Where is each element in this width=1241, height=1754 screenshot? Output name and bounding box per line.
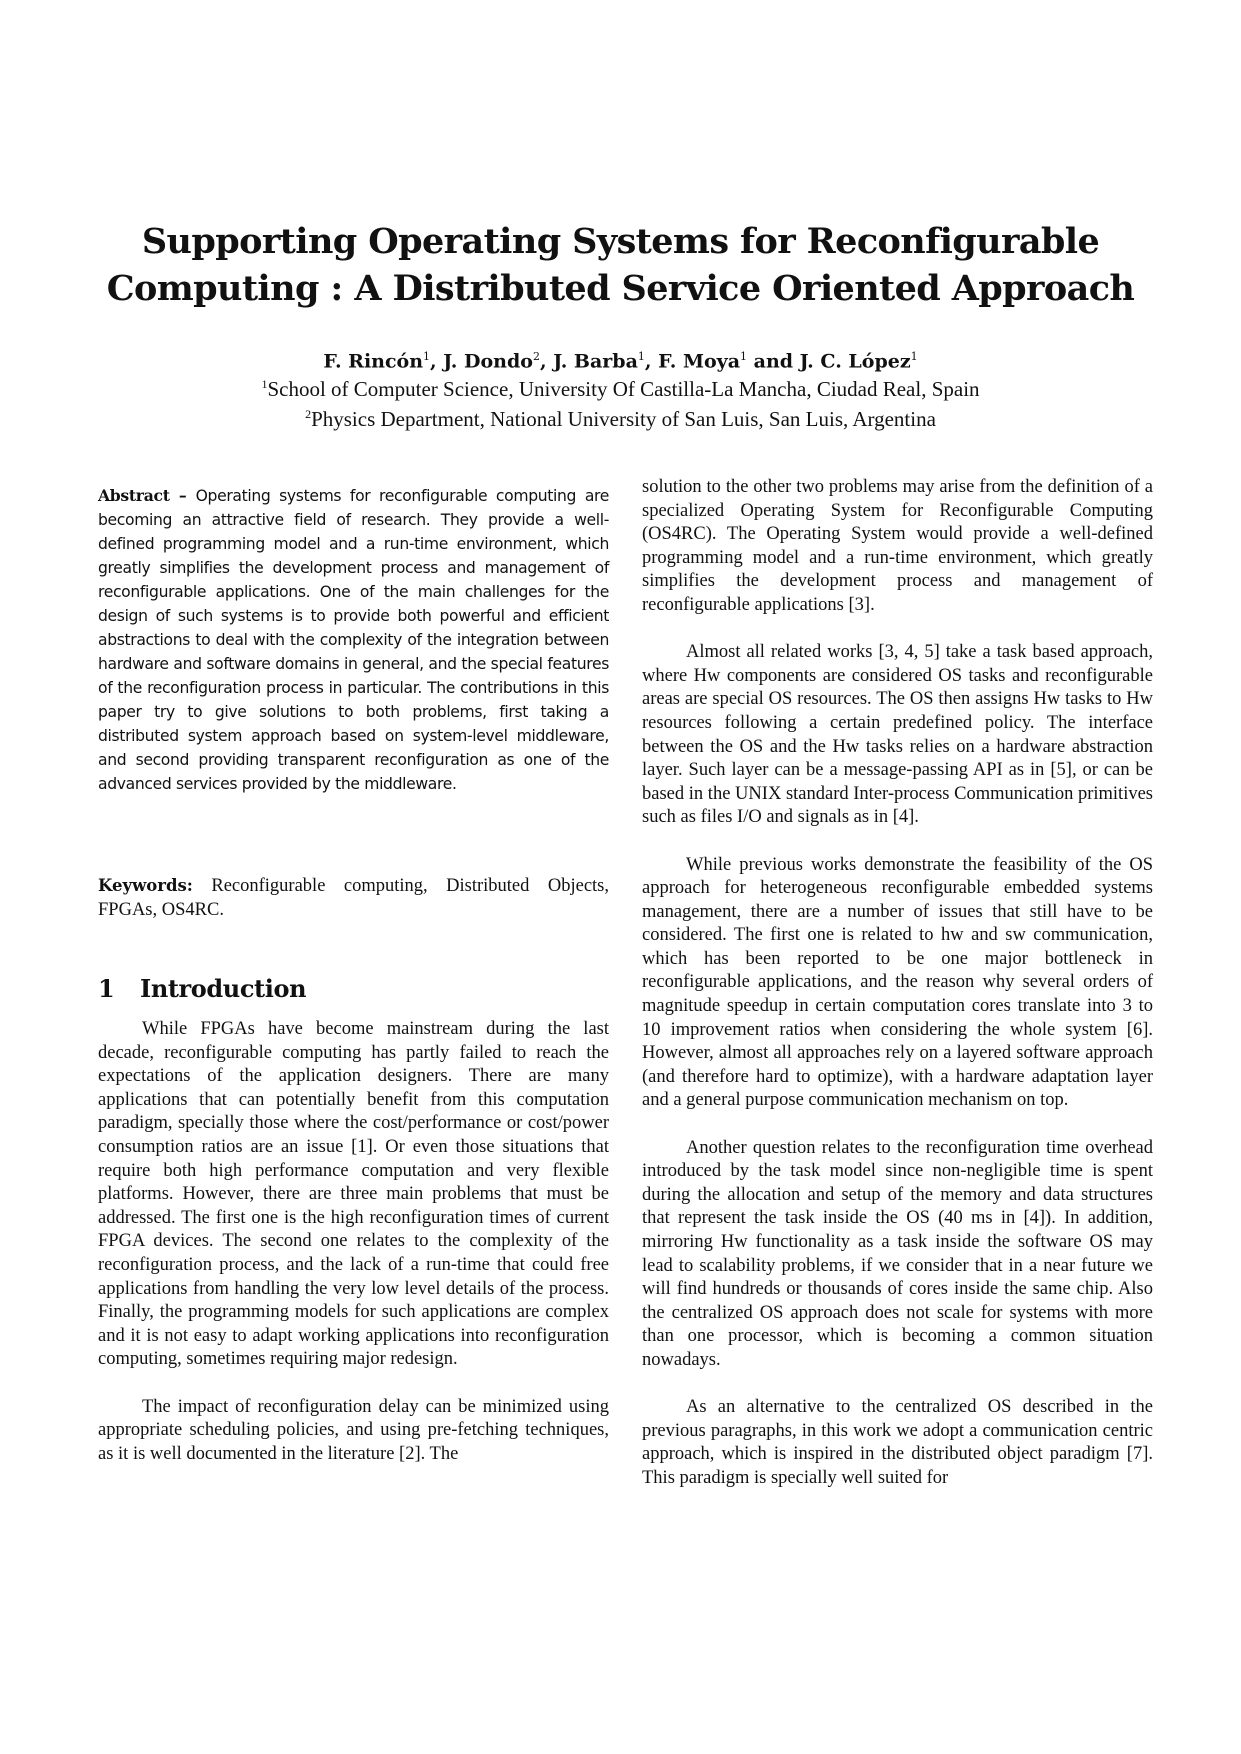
section-number: 1 [98,974,115,1003]
author-name: J. Dondo [443,350,533,373]
title-line-1: Supporting Operating Systems for Reconfigurable [141,221,1100,262]
abstract-text: Operating systems for reconfigurable computing are becoming an attractive field of research. They provide a well-defined programming model and a run-time environment, which greatly simplifies the development process and management of reconfigurable applications. One of the main challenges for the design of such systems is to provide both powerful and efficient abstractions to deal with the complexity of the integration between hardware and software domains in general, and the special features of the reconfiguration process in particular. The contributions in this paper try to give solutions to both problems, first taking a distributed system approach based on system-level middleware, and second providing transparent reconfiguration as one of the advanced services provided by the middleware. [98,487,609,793]
paper-title [100,218,1141,312]
author-affiliation-mark: 1 [740,350,748,363]
body-paragraph: Another question relates to the reconfiguration time overhead introduced by the task model since non-negligible time is spent during the allocation and setup of the memory and data structures that represent the task inside the OS (40 ms in [4]). In addition, mirroring Hw functionality as a task inside the software OS may lead to scalability problems, if we consider that in a near future we will find hundreds or thousands of cores inside the same chip. Also the centralized OS approach does not scale for systems with more than one processor, which is becoming a common situation nowadays. [642,1137,1153,1370]
keywords [98,874,609,922]
body-paragraph: As an alternative to the centralized OS described in the previous paragraphs, in this work we adopt a communication centric approach, which is inspired in the distributed object paradigm [7]. This paradigm is specially well suited for [642,1397,1153,1488]
affiliation-list [100,372,1141,432]
affiliation-mark: 1 [261,377,268,391]
author-name: F. Moya [658,350,741,373]
author-list [100,345,1141,373]
author-name: J. Barba [553,350,638,373]
left-column [98,484,609,1466]
title-line-2: Computing : A Distributed Service Oriented Approach [106,268,1135,309]
affiliation-text: Physics Department, National University of San Luis, San Luis, Argentina [311,407,936,431]
body-paragraph: The impact of reconfiguration delay can be minimized using appropriate scheduling policies, and using pre-fetching techniques, as it is well documented in the literature [2]. The [98,1396,609,1464]
body-paragraph-continued: solution to the other two problems may arise from the definition of a specialized Operating System for Reconfigurable Computing (OS4RC). The Operating System would provide a well-defined programming model and a run-time environment, which greatly simplifies the development process and management of reconfigurable applications [3]. [642,477,1153,615]
affiliation-2 [100,402,1141,432]
author-affiliation-mark: 1 [423,350,431,363]
affiliation-text: School of Computer Science, University Of Castilla-La Mancha, Ciudad Real, Spain [267,377,980,401]
author-separator: , [644,350,659,373]
abstract [98,484,609,796]
author-separator: , [430,350,444,373]
author-separator: , [539,350,554,373]
section-title: Introduction [140,974,307,1003]
abstract-label: Abstract – [98,486,196,505]
keywords-label: Keywords: [98,876,193,895]
body-paragraph: While FPGAs have become mainstream during the last decade, reconfigurable computing has partly failed to reach the expectations of the application designers. There are many applications that can potentially benefit from this computation paradigm, specially those where the cost/performance or cost/power consumption ratios are an issue [1]. Or even those situations that require both high performance computation and very flexible platforms. However, there are three main problems that must be addressed. The first one is the high reconfiguration times of current FPGA devices. The second one relates to the complexity of the reconfiguration process, and the lack of a run-time that could free applications from handling the very low level details of the process. Finally, the programming models for such applications are complex and it is not easy to adapt working applications into reconfiguration computing, sometimes requiring major redesign. [98,1019,609,1370]
author-separator: and [747,350,800,373]
right-column [642,476,1153,1491]
body-paragraph: Almost all related works [3, 4, 5] take a task based approach, where Hw components are considered OS tasks and reconfigurable areas are special OS resources. The OS then assigns Hw tasks to Hw resources following a certain predefined policy. The interface between the OS and the Hw tasks relies on a hardware abstraction layer. Such layer can be a message-passing API as in [5], or can be based in the UNIX standard Inter-process Communication primitives such as files I/O and signals as in [4]. [642,642,1153,828]
section-heading [98,974,609,1004]
keywords-text: Reconfigurable computing, Distributed Objects, FPGAs, OS4RC. [98,876,609,920]
author-name: F. Rincón [323,350,424,373]
affiliation-1 [100,372,1141,402]
affiliation-mark: 2 [305,407,312,421]
author-affiliation-mark: 1 [637,350,645,363]
author-name: J. C. López [799,350,911,373]
author-affiliation-mark: 1 [910,350,918,363]
body-paragraph: While previous works demonstrate the feasibility of the OS approach for heterogeneous reconfigurable embedded systems management, there are a number of issues that still have to be considered. The first one is related to hw and sw communication, which has been reported to be one major bottleneck in reconfigurable applications, and the reason why several orders of magnitude speedup in certain computation cores translate into 3 to 10 improvement ratios when considering the whole system [6]. However, almost all approaches rely on a layered software approach (and therefore hard to optimize), with a hardware adaptation layer and a general purpose communication mechanism on top. [642,854,1153,1111]
author-affiliation-mark: 2 [532,350,540,363]
